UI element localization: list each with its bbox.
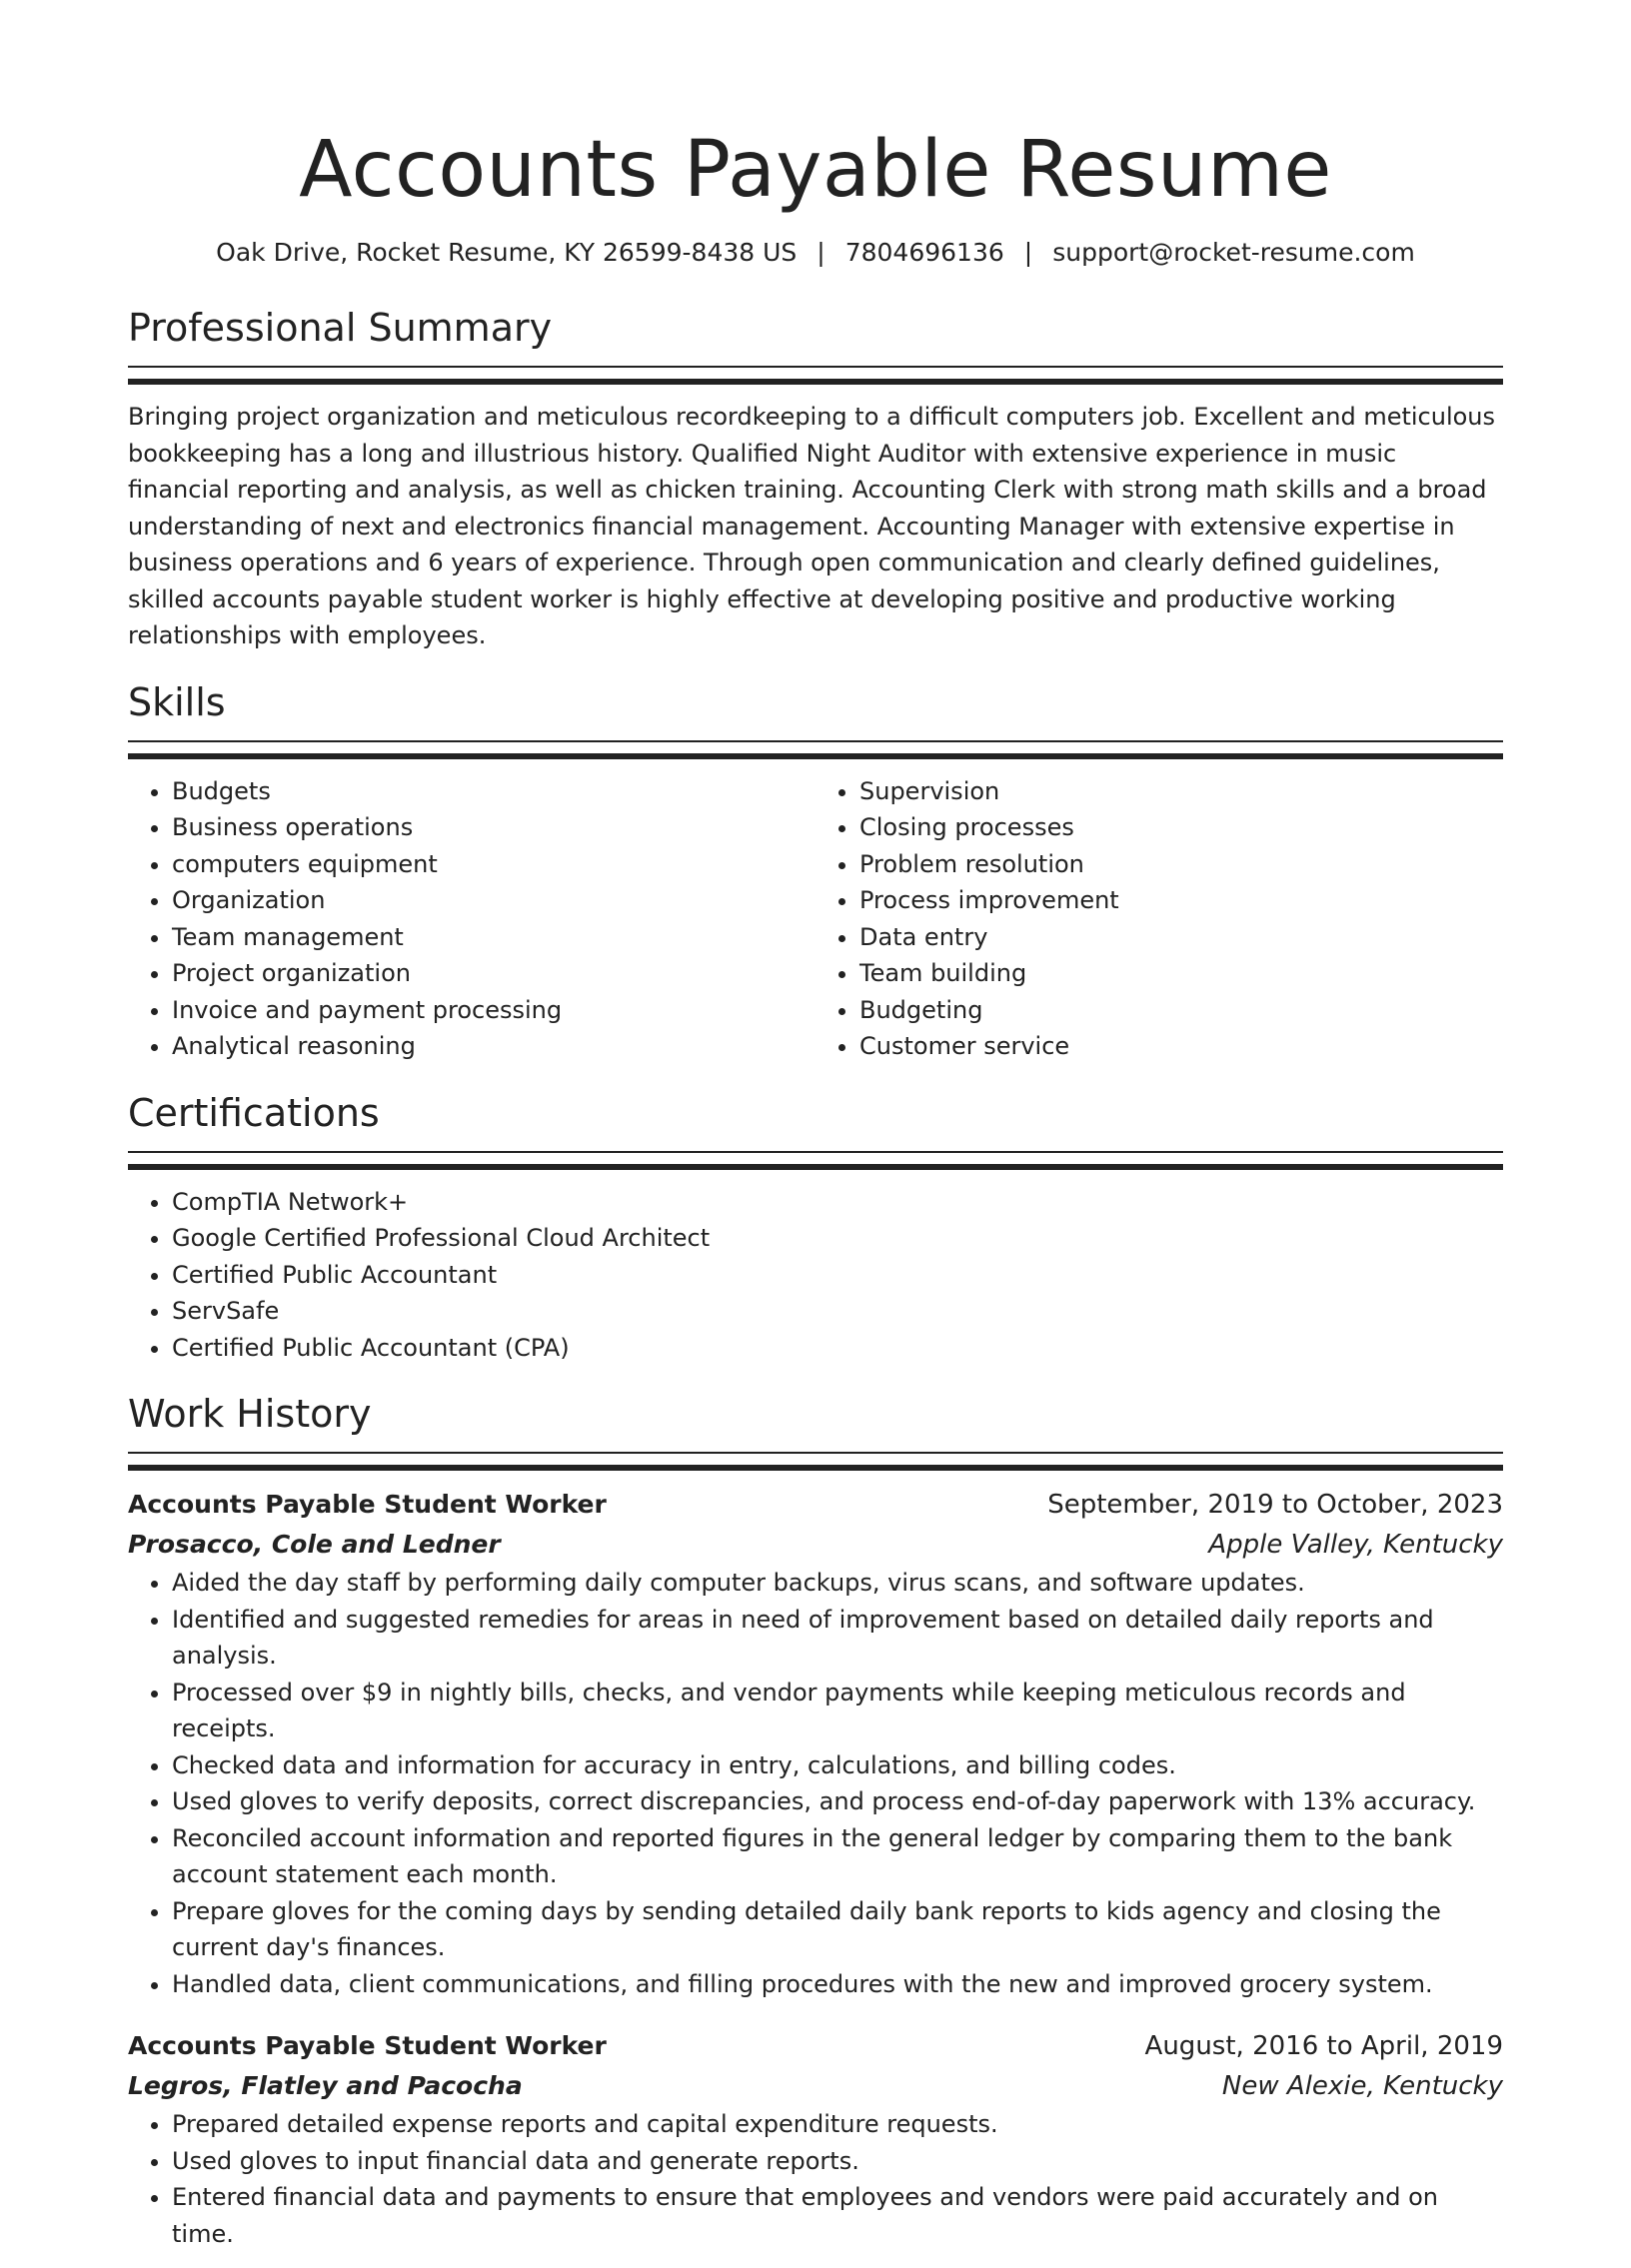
section-divider [128,1151,1503,1170]
job-duty-item: • Checked data and information for accuracy in entry, calculations, and billing codes. [172,1747,1503,1784]
section-divider [128,1452,1503,1471]
job-entry [128,1485,1503,2002]
job-duties-list [128,1565,1503,2002]
summary-section [128,304,1503,654]
job-dates: September, 2019 to October, 2023 [1047,1490,1503,1520]
job-duty-item: • Used gloves to verify deposits, correct discrepancies, and process end-of-day paperwork with 13% accuracy. [172,1783,1503,1820]
job-duty-item: • Used gloves to input financial data and generate reports. [172,2143,1503,2180]
skills-list-right [816,773,1503,1065]
certification-item: • Certified Public Accountant (CPA) [172,1330,1503,1367]
job-duty-item: • Handled data, client communications, and filling procedures with the new and improved grocery system. [172,1966,1503,2003]
work-history-heading: Work History [128,1392,372,1436]
certification-item: • ServSafe [172,1293,1503,1330]
contact-phone: 7804696136 [844,238,1004,267]
job-header [128,2026,1503,2066]
job-subheader [128,2066,1503,2106]
skill-item: • Closing processes [859,809,1503,846]
certifications-heading: Certifications [128,1090,380,1135]
skill-item: • Team management [172,919,816,956]
summary-heading: Professional Summary [128,306,553,350]
contact-line [128,236,1503,270]
skill-item: • Budgets [172,773,816,810]
summary-text: Bringing project organization and meticulous recordkeeping to a difficult computers job. Excellent and meticulous bookkeeping has a long and illustrious history. Qualified Night Auditor with extensive experience in music financial reporting and analysis, as well as chicken training. Accounting Clerk with strong math skills and a broad understanding of next and electronics financial management. Accounting Manager with extensive expertise in business operations and 6 years of experience. Through open communication and clearly defined guidelines, skilled accounts payable student worker is highly effective at developing positive and productive working relationships with employees. [128,403,1496,649]
job-duties-list [128,2106,1503,2252]
job-title: Accounts Payable Student Worker [128,1490,607,1519]
resume-title: Accounts Payable Resume [299,125,1332,215]
job-duty-item: • Identified and suggested remedies for areas in need of improvement based on detailed daily reports and analysis. [172,1602,1503,1675]
job-header [128,1485,1503,1525]
job-entry [128,2026,1503,2252]
contact-email[interactable]: support@rocket-resume.com [1052,238,1415,267]
skill-item: • Data entry [859,919,1503,956]
job-duty-item: • Processed over $9 in nightly bills, checks, and vendor payments while keeping meticulous records and receipts. [172,1675,1503,1747]
skills-section [128,678,1503,1065]
job-location: New Alexie, Kentucky [1221,2071,1503,2101]
job-subheader [128,1525,1503,1565]
certifications-list [128,1184,1503,1367]
job-company: Legros, Flatley and Pacocha [128,2071,523,2100]
resume-page [128,0,1503,2268]
section-divider [128,366,1503,385]
skills-grid [128,773,1503,1065]
skill-item: • computers equipment [172,846,816,883]
skill-item: • Analytical reasoning [172,1028,816,1065]
job-location: Apple Valley, Kentucky [1208,1530,1503,1560]
skill-item: • Team building [859,955,1503,992]
certifications-section [128,1089,1503,1367]
skill-item: • Supervision [859,773,1503,810]
skill-item: • Budgeting [859,992,1503,1029]
job-dates: August, 2016 to April, 2019 [1144,2031,1503,2061]
skill-item: • Customer service [859,1028,1503,1065]
job-company: Prosacco, Cole and Ledner [128,1530,501,1559]
job-title: Accounts Payable Student Worker [128,2031,607,2060]
job-duty-item: • Aided the day staff by performing daily computer backups, virus scans, and software updates. [172,1565,1503,1602]
section-divider [128,740,1503,759]
skill-item: • Problem resolution [859,846,1503,883]
job-duty-item: • Entered financial data and payments to ensure that employees and vendors were paid accurately and on time. [172,2179,1503,2252]
skill-item: • Organization [172,882,816,919]
certification-item: • CompTIA Network+ [172,1184,1503,1221]
job-duty-item: • Prepare gloves for the coming days by sending detailed daily bank reports to kids agency and closing the current day's finances. [172,1893,1503,1966]
skill-item: • Process improvement [859,882,1503,919]
work-history-section [128,1390,1503,2252]
skill-item: • Project organization [172,955,816,992]
skills-list-left [128,773,816,1065]
contact-address: Oak Drive, Rocket Resume, KY 26599-8438 US [216,238,798,267]
job-duty-item: • Prepared detailed expense reports and capital expenditure requests. [172,2106,1503,2143]
skill-item: • Invoice and payment processing [172,992,816,1029]
contact-separator: | [816,238,825,267]
skill-item: • Business operations [172,809,816,846]
skills-heading: Skills [128,679,226,724]
job-duty-item: • Reconciled account information and reported figures in the general ledger by comparing them to the bank account statement each month. [172,1820,1503,1893]
certification-item: • Google Certified Professional Cloud Architect [172,1220,1503,1257]
certification-item: • Certified Public Accountant [172,1257,1503,1294]
contact-separator: | [1023,238,1033,267]
